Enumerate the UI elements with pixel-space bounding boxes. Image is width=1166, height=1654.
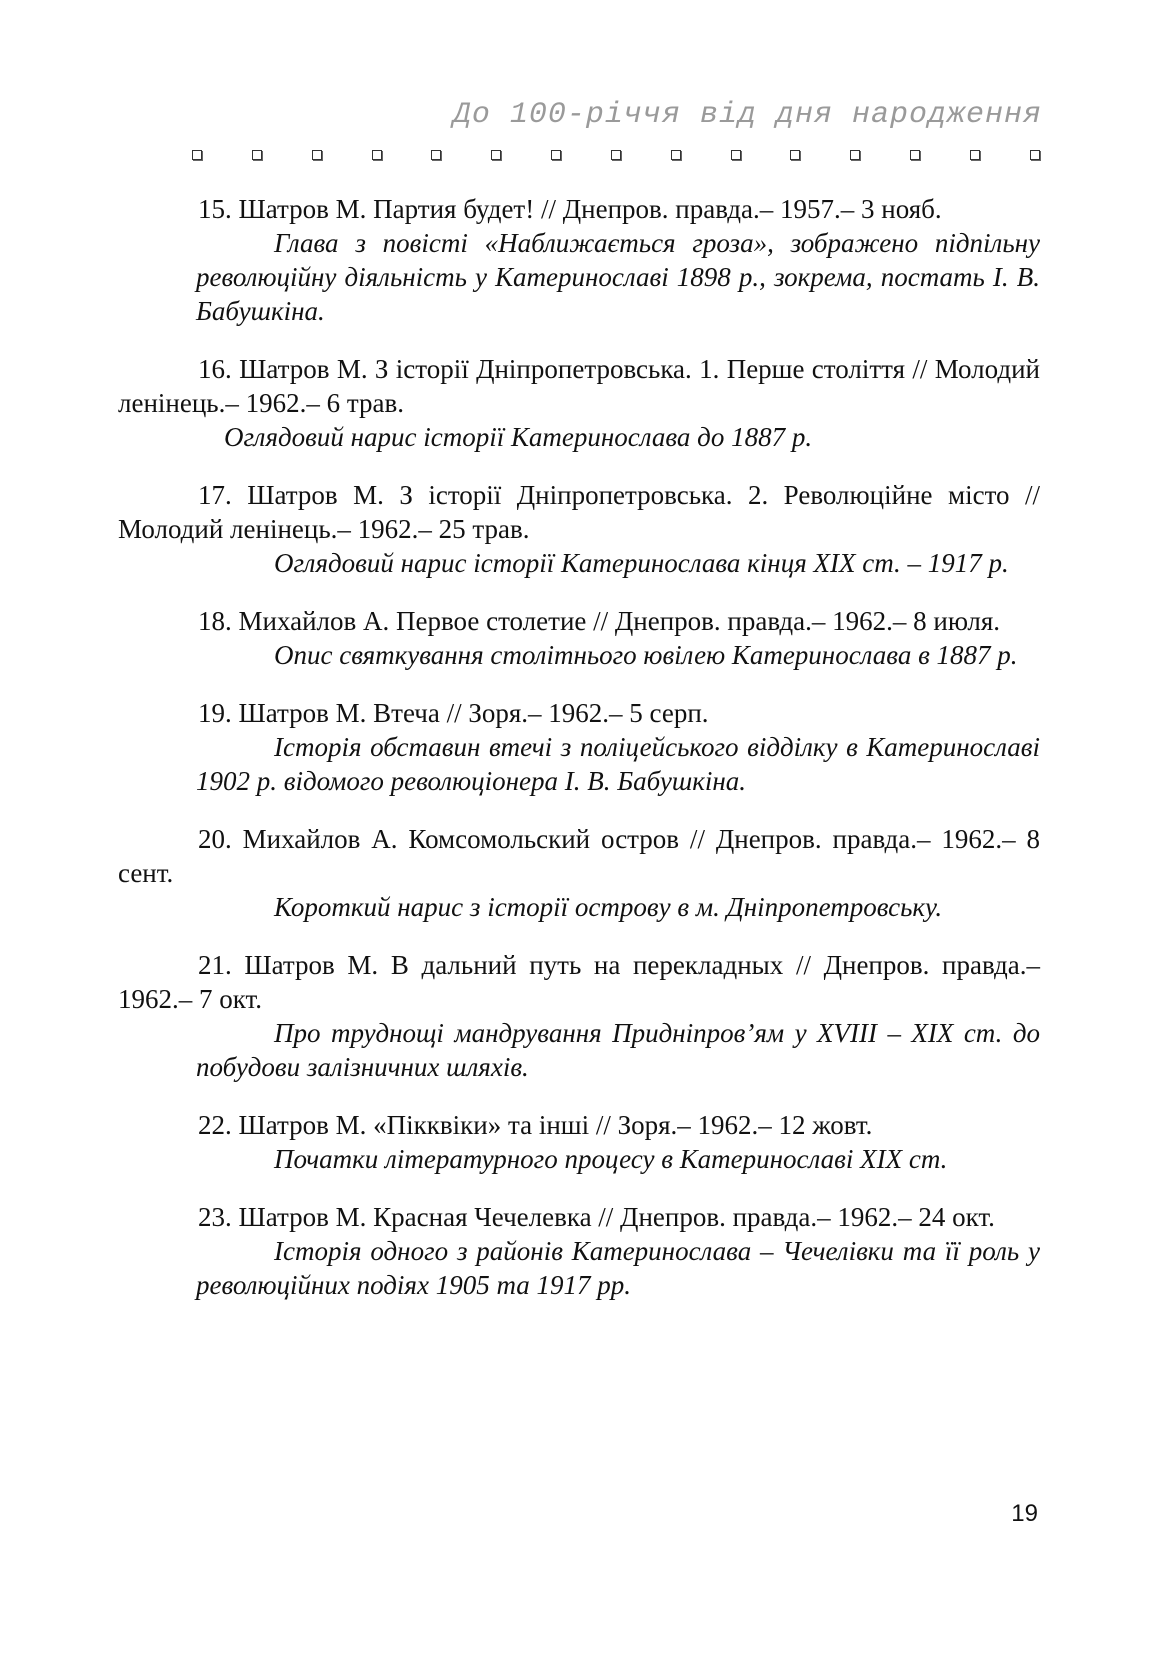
entry-number: 21.: [198, 950, 232, 980]
entry-citation: [118, 478, 1040, 546]
entry-annotation: Короткий нарис з історії острову в м. Дніпропетровську.: [274, 892, 943, 922]
entry-number: 23.: [198, 1202, 232, 1232]
entry-citation-text: Шатров М. Втеча // Зоря.– 1962.– 5 серп.: [238, 698, 709, 728]
entry-citation-text: Шатров М. В дальний путь на перекладных // Днепров. правда.– 1962.– 7 окт.: [118, 950, 1040, 1014]
entry-citation: [118, 604, 1040, 638]
entry-citation-text: Шатров М. Партия будет! // Днепров. правда.– 1957.– 3 нояб.: [238, 194, 942, 224]
header-bullet-icon: [910, 150, 920, 160]
entry-annotation: Історія обставин втечі з поліцейського відділку в Катеринославі 1902 р. відомого революціонера І. В. Бабушкіна.: [196, 732, 1040, 796]
entry-citation-text: Шатров М. «Пікквіки» та інші // Зоря.– 1962.– 12 жовт.: [238, 1110, 873, 1140]
header-bullet-icon: [970, 150, 980, 160]
header-bullet-icon: [611, 150, 621, 160]
header-bullet-icon: [252, 150, 262, 160]
header-bullet-icon: [850, 150, 860, 160]
entry-number: 17.: [198, 480, 232, 510]
header-bullet-icon: [192, 150, 202, 160]
header-bullet-icon: [731, 150, 741, 160]
header-bullet-icon: [312, 150, 322, 160]
entry-annotation: Про труднощі мандрування Придніпров’ям у XVIII – XIX ст. до побудови залізничних шляхів.: [196, 1018, 1040, 1082]
header-bullet-icon: [431, 150, 441, 160]
entry-citation-text: Шатров М. З історії Дніпропетровська. 1. Перше століття // Молодий ленінець.– 1962.– 6 трав.: [118, 354, 1040, 418]
entry-citation: [118, 1200, 1040, 1234]
entry-citation: [118, 696, 1040, 730]
bibliography-entry: [118, 352, 1040, 454]
bibliography-entry: [118, 948, 1040, 1084]
header-bullet-icon: [491, 150, 501, 160]
header-bullet-icon: [1030, 150, 1040, 160]
entry-number: 15.: [198, 194, 232, 224]
bibliography-list: [118, 192, 1040, 1326]
bibliography-entry: [118, 696, 1040, 798]
entry-annotation: Початки літературного процесу в Катеринославі XIX ст.: [274, 1144, 948, 1174]
header-bullet-icon: [790, 150, 800, 160]
running-header: До 100-річчя від дня народження: [452, 98, 1042, 132]
page-number: 19: [1011, 1500, 1038, 1527]
entry-citation: [118, 352, 1040, 420]
bibliography-entry: [118, 1108, 1040, 1176]
bibliography-entry: [118, 1200, 1040, 1302]
header-bullet-row: [192, 150, 1040, 160]
entry-annotation: Опис святкування столітнього ювілею Катеринослава в 1887 р.: [274, 640, 1018, 670]
entry-citation: [118, 192, 1040, 226]
entry-citation-text: Михайлов А. Первое столетие // Днепров. правда.– 1962.– 8 июля.: [238, 606, 1000, 636]
entry-annotation: Оглядовий нарис історії Катеринослава кінця XIX ст. – 1917 р.: [274, 548, 1009, 578]
header-bullet-icon: [372, 150, 382, 160]
entry-number: 18.: [198, 606, 232, 636]
bibliography-entry: [118, 604, 1040, 672]
bibliography-entry: [118, 822, 1040, 924]
header-bullet-icon: [551, 150, 561, 160]
header-bullet-icon: [671, 150, 681, 160]
entry-annotation: Оглядовий нарис історії Катеринослава до 1887 р.: [224, 422, 813, 452]
entry-annotation: Глава з повісті «Наближається гроза», зображено підпільну революційну діяльність у Катеринославі 1898 р., зокрема, постать І. В. Бабушкіна.: [196, 228, 1040, 326]
entry-number: 19.: [198, 698, 232, 728]
entry-citation: [118, 1108, 1040, 1142]
entry-number: 20.: [198, 824, 232, 854]
bibliography-entry: [118, 478, 1040, 580]
entry-citation: [118, 948, 1040, 1016]
entry-number: 16.: [198, 354, 232, 384]
entry-citation-text: Шатров М. З історії Дніпропетровська. 2. Революційне місто // Молодий ленінець.– 1962.– 25 трав.: [118, 480, 1040, 544]
entry-citation: [118, 822, 1040, 890]
entry-citation-text: Михайлов А. Комсомольский остров // Днепров. правда.– 1962.– 8 сент.: [118, 824, 1041, 888]
entry-citation-text: Шатров М. Красная Чечелевка // Днепров. правда.– 1962.– 24 окт.: [238, 1202, 995, 1232]
entry-number: 22.: [198, 1110, 232, 1140]
bibliography-entry: [118, 192, 1040, 328]
entry-annotation: Історія одного з районів Катеринослава – Чечелівки та її роль у революційних подіях 1905 та 1917 рр.: [196, 1236, 1040, 1300]
